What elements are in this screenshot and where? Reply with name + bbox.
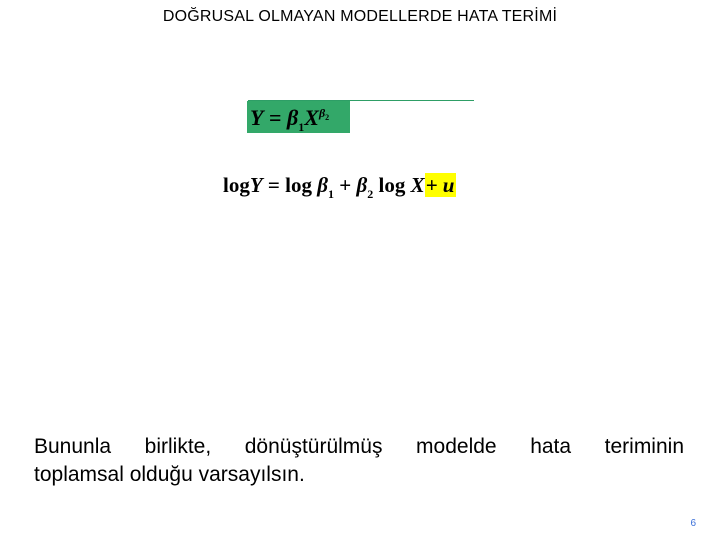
eq2-beta2: β [356,173,368,197]
eq1-exp-sub: 2 [325,113,330,122]
eq2-beta1-sub: 1 [328,187,334,201]
eq2-y: Y [249,173,263,197]
paragraph-line-1: Bununla birlikte, dönüştürülmüş modelde hata teriminin [34,435,684,458]
eq1-beta-sub: 1 [298,120,305,134]
eq1-exponent [319,106,329,120]
equation-log-model [223,170,456,200]
eq2-beta2-sub: 2 [367,187,374,201]
page-number: 6 [690,518,696,529]
eq1-beta: β [287,105,299,130]
eq2-x: X [410,173,425,197]
eq2-log1: log [223,173,250,197]
eq2-error-term-highlight: + u [425,173,455,197]
equation-original-model [247,101,350,133]
eq2-equals-log: = log [262,173,318,197]
eq2-plus: + [334,173,357,197]
eq1-y: Y [250,105,264,130]
paragraph-line-2: toplamsal olduğu varsayılsın. [34,463,305,486]
eq1-exp-beta: β [318,106,326,120]
slide-title: DOĞRUSAL OLMAYAN MODELLERDE HATA TERİMİ [162,8,558,25]
explanation-paragraph [34,433,684,489]
eq2-beta1: β [317,173,328,197]
eq1-x: X [304,105,319,130]
eq2-log2: log [373,173,411,197]
eq1-equals: = [263,105,287,130]
